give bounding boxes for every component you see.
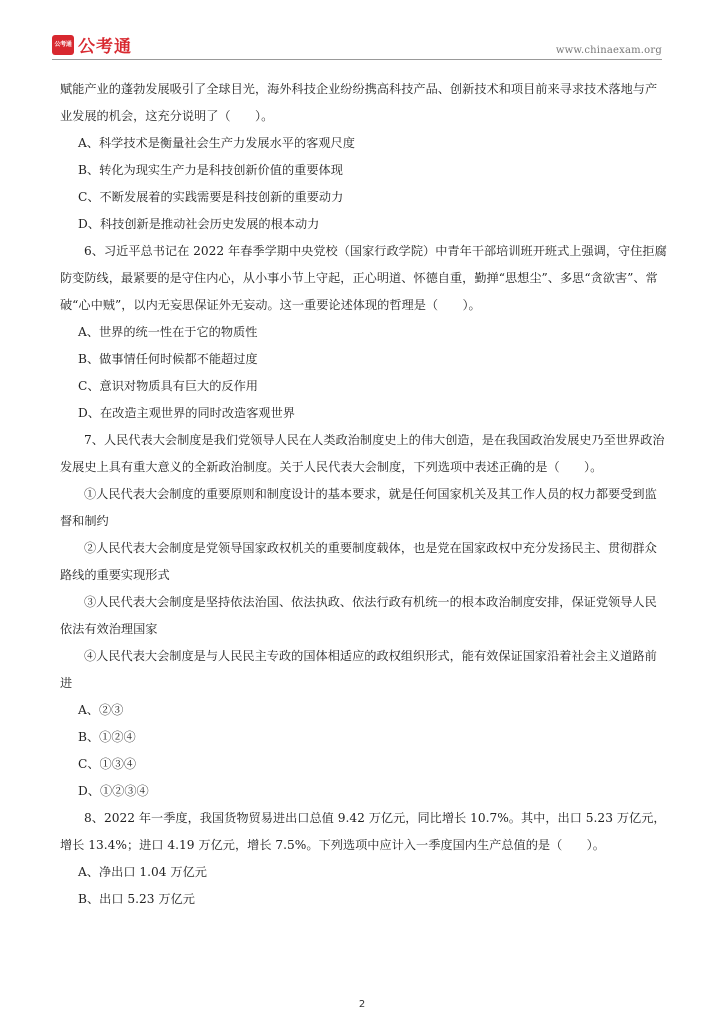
question-6-option-a: A、世界的统一性在于它的物质性	[78, 325, 258, 339]
question-8-stem: 8、2022 年一季度，我国货物贸易进出口总值 9.42 万亿元，同比增长 10.7%。其中，出口 5.23 万亿元，增长 13.4%；进口 4.19 万亿元，增长 7.5%。下列选项中应计入一季度国内生产总值的是（ ）。	[60, 811, 666, 852]
question-7-stem: 7、人民代表大会制度是我们党领导人民在人类政治制度史上的伟大创造，是在我国政治发展史乃至世界政治发展史上具有重大意义的全新政治制度。关于人民代表大会制度，下列选项中表述正确的是（ ）。	[60, 433, 665, 474]
question-5-option-b: B、转化为现实生产力是科技创新价值的重要体现	[78, 163, 343, 177]
question-6-stem: 6、习近平总书记在 2022 年春季学期中央党校（国家行政学院）中青年干部培训班开班式上强调，守住拒腐防变防线，最紧要的是守住内心，从小事小节上守起，正心明道、怀德自重，勤掸“思想尘”、多思“贪欲害”、常破“心中贼”，以内无妄思保证外无妄动。这一重要论述体现的哲理是（ ）。	[60, 244, 667, 312]
question-7-statement-1: ①人民代表大会制度的重要原则和制度设计的基本要求，就是任何国家机关及其工作人员的权力都要受到监督和制约	[60, 487, 657, 528]
question-5-option-d: D、科技创新是推动社会历史发展的根本动力	[78, 217, 320, 231]
question-7-option-a: A、②③	[78, 703, 124, 717]
question-7-statement-4: ④人民代表大会制度是与人民民主专政的国体相适应的政权组织形式，能有效保证国家沿着社会主义道路前进	[60, 649, 657, 690]
question-5-stem-tail: 赋能产业的蓬勃发展吸引了全球目光，海外科技企业纷纷携高科技产品、创新技术和项目前来寻求技术落地与产业发展的机会，这充分说明了（ ）。	[60, 82, 658, 123]
header-divider	[52, 59, 662, 60]
question-5-option-c: C、不断发展着的实践需要是科技创新的重要动力	[78, 190, 344, 204]
question-7-option-b: B、①②④	[78, 730, 136, 744]
question-7-option-d: D、①②③④	[78, 784, 149, 798]
question-8-option-a: A、净出口 1.04 万亿元	[78, 865, 207, 879]
question-5-option-a: A、科学技术是衡量社会生产力发展水平的客观尺度	[78, 136, 355, 150]
question-6-option-b: B、做事情任何时候都不能超过度	[78, 352, 258, 366]
logo[interactable]	[52, 32, 132, 57]
logo-text: 公考通	[78, 37, 132, 57]
question-7-statement-2: ②人民代表大会制度是党领导国家政权机关的重要制度载体，也是党在国家政权中充分发扬民主、贯彻群众路线的重要实现形式	[60, 541, 657, 582]
question-7-statement-3: ③人民代表大会制度是坚持依法治国、依法执政、依法行政有机统一的根本政治制度安排，保证党领导人民依法有效治理国家	[60, 595, 657, 636]
question-6-option-c: C、意识对物质具有巨大的反作用	[78, 379, 258, 393]
page-number: 2	[358, 999, 366, 1010]
document-body	[60, 76, 668, 913]
page-header	[0, 0, 724, 60]
logo-badge-icon: 公考通	[52, 35, 74, 55]
question-7-option-c: C、①③④	[78, 757, 137, 771]
question-6-option-d: D、在改造主观世界的同时改造客观世界	[78, 406, 295, 420]
question-8-option-b: B、出口 5.23 万亿元	[78, 892, 195, 906]
site-url[interactable]: www.chinaexam.org	[555, 45, 662, 56]
